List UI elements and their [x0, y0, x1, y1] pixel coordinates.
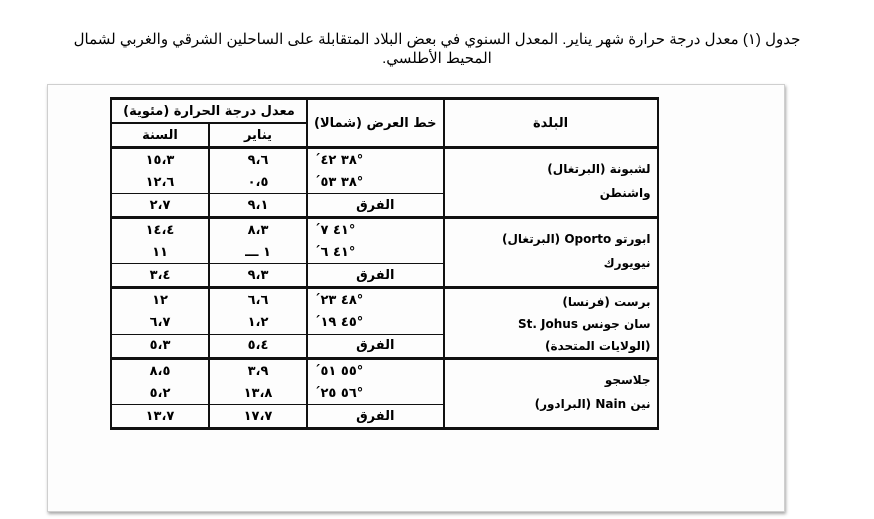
- latitude-cell: °٤١ ٧´: [307, 218, 444, 242]
- latitude-cell: °٤٥ ١٩´: [307, 311, 444, 334]
- year-diff: ٣،٤: [111, 264, 209, 288]
- header-latitude: خط العرض (شمالا): [307, 99, 444, 148]
- january-cell: ٠،٥: [209, 171, 307, 194]
- year-cell: ١٢: [111, 288, 209, 312]
- year-cell: ١٢،٦: [111, 171, 209, 194]
- country-name: نين Nain (البرادور): [534, 397, 651, 411]
- january-diff: ٥،٤: [209, 334, 307, 358]
- country-cell-2: [444, 218, 658, 288]
- country-name: (الولايات المتحدة): [545, 339, 651, 353]
- january-cell: ٦،٦: [209, 288, 307, 312]
- country-name: واشنطن: [599, 186, 651, 200]
- latitude-cell: °٣٨ ٤٢´: [307, 148, 444, 172]
- year-cell: ١٤،٤: [111, 218, 209, 242]
- latitude-cell: °٥٦ ٢٥´: [307, 382, 444, 405]
- header-year: السنة: [111, 123, 209, 148]
- year-cell: ١١: [111, 241, 209, 264]
- country-name: برست (فرنسا): [562, 295, 651, 309]
- january-cell: ٨،٣: [209, 218, 307, 242]
- january-cell: ١ ـــ: [209, 241, 307, 264]
- january-cell: ٩،٦: [209, 148, 307, 172]
- country-name: لشبونة (البرتغال): [547, 162, 651, 176]
- country-cell-3: [444, 288, 658, 359]
- january-diff: ٩،١: [209, 194, 307, 218]
- caption-line-1: جدول (١) معدل درجة حرارة شهر يناير. المعدل السنوي في بعض البلاد المتقابلة على الساحلين الشرقي والغربي لشمال: [73, 31, 801, 48]
- january-cell: ١٣،٨: [209, 382, 307, 405]
- temperature-table: [110, 97, 659, 430]
- header-country: البلدة: [444, 99, 658, 148]
- difference-label: الفرق: [307, 264, 444, 288]
- scanned-table-image: [47, 84, 785, 512]
- year-diff: ٥،٣: [111, 334, 209, 358]
- year-diff: ٢،٧: [111, 194, 209, 218]
- january-cell: ٣،٩: [209, 359, 307, 383]
- latitude-cell: °٤١ ٦´: [307, 241, 444, 264]
- year-cell: ١٥،٣: [111, 148, 209, 172]
- year-cell: ٨،٥: [111, 359, 209, 383]
- latitude-cell: °٤٨ ٢٣´: [307, 288, 444, 312]
- country-cell-1: [444, 148, 658, 218]
- latitude-cell: °٣٨ ٥٣´: [307, 171, 444, 194]
- caption-line-2: المحيط الأطلسي.: [382, 50, 492, 67]
- country-name: جلاسجو: [604, 373, 651, 387]
- header-january: يناير: [209, 123, 307, 148]
- january-cell: ١،٢: [209, 311, 307, 334]
- country-name: نيويورك: [603, 256, 651, 270]
- country-name: ابورتو Oporto (البرتغال): [502, 232, 651, 246]
- difference-label: الفرق: [307, 334, 444, 358]
- year-cell: ٥،٢: [111, 382, 209, 405]
- country-name: سان جونس St. Johus: [517, 317, 651, 331]
- difference-label: الفرق: [307, 194, 444, 218]
- country-cell-4: [444, 359, 658, 429]
- header-temperature-group: معدل درجة الحرارة (مئوية): [111, 99, 307, 124]
- january-diff: ١٧،٧: [209, 405, 307, 429]
- table-caption: [0, 30, 874, 68]
- difference-label: الفرق: [307, 405, 444, 429]
- january-diff: ٩،٣: [209, 264, 307, 288]
- latitude-cell: °٥٥ ٥١´: [307, 359, 444, 383]
- year-diff: ١٣،٧: [111, 405, 209, 429]
- year-cell: ٦،٧: [111, 311, 209, 334]
